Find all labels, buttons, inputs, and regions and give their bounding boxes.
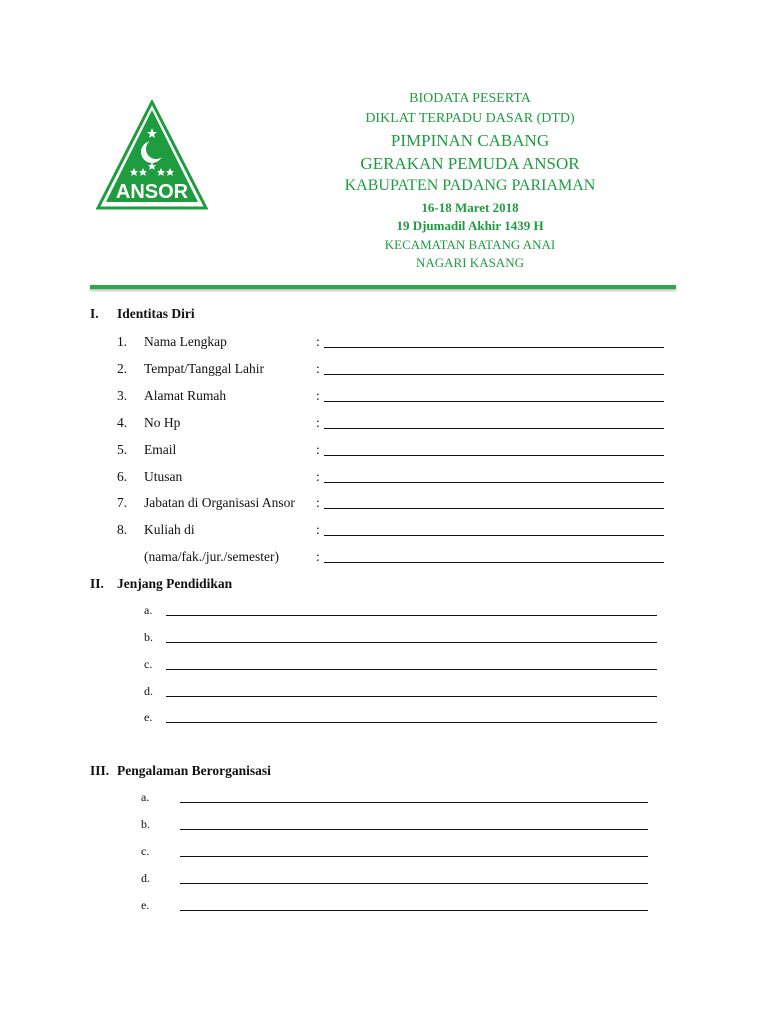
- field-label: Utusan: [144, 469, 183, 484]
- field-number: 5.: [117, 442, 128, 457]
- field-number: 3.: [117, 388, 128, 403]
- fill-in-line[interactable]: [180, 829, 648, 830]
- item-letter: b.: [144, 630, 153, 644]
- fill-in-line[interactable]: [324, 482, 664, 483]
- section-number: II.: [90, 576, 104, 591]
- field-label: Tempat/Tanggal Lahir: [144, 361, 264, 376]
- fill-in-line[interactable]: [324, 428, 664, 429]
- header-line-5: KABUPATEN PADANG PARIAMAN: [344, 177, 596, 194]
- section-number: I.: [90, 306, 99, 321]
- header-line-1: BIODATA PESERTA: [409, 91, 531, 106]
- fill-in-line[interactable]: [324, 535, 664, 536]
- field-colon: :: [316, 334, 320, 349]
- field-number: 7.: [117, 495, 128, 510]
- list-item: [0, 710, 768, 728]
- field-colon: :: [316, 495, 320, 510]
- fill-in-line[interactable]: [324, 455, 664, 456]
- list-item: [0, 603, 768, 621]
- section-title: Identitas Diri: [117, 306, 195, 321]
- item-letter: c.: [141, 844, 150, 858]
- field-number: 8.: [117, 522, 128, 537]
- section-organisasi-heading: [90, 763, 271, 779]
- item-letter: a.: [141, 790, 150, 804]
- item-letter: e.: [144, 710, 153, 724]
- fill-in-line[interactable]: [166, 696, 657, 697]
- fill-in-line[interactable]: [166, 669, 657, 670]
- field-label: Jabatan di Organisasi Ansor: [144, 495, 295, 510]
- field-row: [0, 495, 768, 513]
- field-colon: :: [316, 442, 320, 457]
- field-row: [0, 469, 768, 487]
- list-item: [0, 871, 768, 889]
- field-label: (nama/fak./jur./semester): [144, 549, 279, 564]
- item-letter: b.: [141, 817, 150, 831]
- field-label: Nama Lengkap: [144, 334, 227, 349]
- list-item: [0, 684, 768, 702]
- logo-text: ANSOR: [115, 181, 189, 203]
- item-letter: d.: [141, 871, 150, 885]
- field-number: 1.: [117, 334, 128, 349]
- section-title: Jenjang Pendidikan: [117, 576, 233, 591]
- field-label: Kuliah di: [144, 522, 195, 537]
- list-item: [0, 817, 768, 835]
- ansor-triangle-logo-icon: [96, 100, 208, 210]
- fill-in-line[interactable]: [166, 722, 657, 723]
- field-number: 2.: [117, 361, 128, 376]
- fill-in-line[interactable]: [180, 910, 648, 911]
- fill-in-line[interactable]: [180, 883, 648, 884]
- fill-in-line[interactable]: [180, 856, 648, 857]
- header-line-7: 19 Djumadil Akhir 1439 H: [396, 218, 544, 233]
- item-letter: a.: [144, 603, 153, 617]
- field-row: [0, 388, 768, 406]
- field-row: [0, 415, 768, 433]
- fill-in-line[interactable]: [180, 802, 648, 803]
- field-label: Alamat Rumah: [144, 388, 227, 403]
- list-item: [0, 657, 768, 675]
- header-line-3: PIMPINAN CABANG: [390, 131, 550, 150]
- section-pendidikan-heading: [90, 576, 232, 592]
- field-number: 4.: [117, 415, 128, 430]
- section-identitas-heading: [90, 306, 195, 322]
- list-item: [0, 630, 768, 648]
- fill-in-line[interactable]: [324, 347, 664, 348]
- field-number: 6.: [117, 469, 128, 484]
- fill-in-line[interactable]: [324, 508, 664, 509]
- fill-in-line[interactable]: [324, 374, 664, 375]
- item-letter: d.: [144, 684, 153, 698]
- field-row: [0, 442, 768, 460]
- field-colon: :: [316, 549, 320, 564]
- header-line-9: NAGARI KASANG: [416, 255, 524, 270]
- field-colon: :: [316, 522, 320, 537]
- fill-in-line[interactable]: [324, 562, 664, 563]
- header-line-6: 16-18 Maret 2018: [421, 200, 519, 215]
- section-number: III.: [90, 763, 110, 778]
- field-row: [0, 549, 768, 567]
- list-item: [0, 898, 768, 916]
- field-colon: :: [316, 388, 320, 403]
- field-colon: :: [316, 415, 320, 430]
- field-label: No Hp: [144, 415, 181, 430]
- field-colon: :: [316, 469, 320, 484]
- section-title: Pengalaman Berorganisasi: [117, 763, 271, 778]
- fill-in-line[interactable]: [166, 642, 657, 643]
- field-label: Email: [144, 442, 177, 457]
- fill-in-line[interactable]: [166, 615, 657, 616]
- header-line-4: GERAKAN PEMUDA ANSOR: [360, 154, 580, 173]
- header-line-2: DIKLAT TERPADU DASAR (DTD): [365, 111, 575, 126]
- list-item: [0, 790, 768, 808]
- fill-in-line[interactable]: [324, 401, 664, 402]
- item-letter: c.: [144, 657, 153, 671]
- field-row: [0, 522, 768, 540]
- field-row: [0, 361, 768, 379]
- header-divider: [90, 285, 676, 289]
- item-letter: e.: [141, 898, 150, 912]
- header-line-8: KECAMATAN BATANG ANAI: [384, 237, 556, 252]
- field-row: [0, 334, 768, 352]
- list-item: [0, 844, 768, 862]
- field-colon: :: [316, 361, 320, 376]
- document-header: [300, 92, 640, 269]
